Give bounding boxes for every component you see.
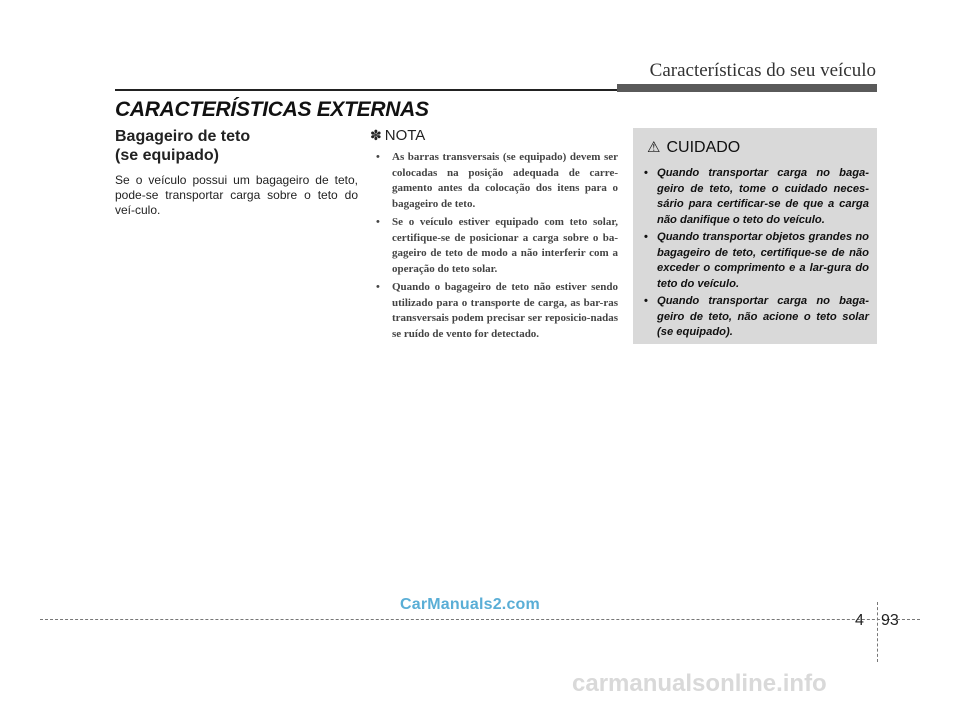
warning-triangle-icon: ⚠ — [647, 139, 661, 156]
left-heading — [115, 127, 358, 165]
nota-heading — [370, 127, 618, 144]
nota-column — [370, 127, 618, 345]
bullet-icon: • — [644, 167, 648, 179]
nota-item-text: As barras transversais (se equipado) devem ser colocadas na posição adequada de carre-gamento antes da colocação dos itens para o bagageiro de teto. — [392, 151, 618, 210]
bullet-icon: • — [644, 295, 648, 307]
section-title: CARACTERÍSTICAS EXTERNAS — [115, 98, 429, 121]
nota-item — [370, 280, 618, 342]
watermark-link[interactable]: CarManuals2.com — [400, 596, 540, 613]
caution-title: CUIDADO — [666, 139, 741, 156]
nota-item-text: Quando o bagageiro de teto não estiver sendo utilizado para o transporte de carga, as bar-ras transversais podem precisar ser reposicio-nadas se ruído de vento for detectado. — [392, 281, 618, 340]
caution-item-text: Quando transportar carga no baga-geiro de teto, tome o cuidado neces-sário para certificar-se de que a carga não danifique o teto do veículo. — [657, 167, 869, 226]
chapter-number: 4 — [855, 612, 864, 629]
footer-rule — [40, 619, 920, 620]
footer-divider — [877, 602, 878, 662]
bullet-icon: • — [376, 216, 380, 228]
bullet-icon: • — [644, 231, 648, 243]
caution-box — [633, 128, 877, 344]
bullet-icon: • — [376, 281, 380, 293]
nota-item-text: Se o veículo estiver equipado com teto solar, certifique-se de posicionar a carga sobre o ba-gageiro de teto de modo a não interferir com a operação do teto solar. — [392, 216, 618, 275]
left-column — [115, 127, 358, 230]
caution-list — [643, 166, 869, 343]
page-number: 93 — [881, 612, 899, 629]
caution-heading — [647, 138, 740, 157]
header-bar — [617, 84, 877, 92]
nota-item — [370, 150, 618, 212]
asterisk-icon: ✽ — [370, 127, 382, 143]
left-heading-line1: Bagageiro de teto — [115, 128, 251, 145]
nota-title: NOTA — [384, 127, 426, 144]
left-body-text: Se o veículo possui um bagageiro de teto, pode-se transportar carga sobre o teto do veí-culo. — [115, 173, 358, 217]
caution-item — [643, 230, 869, 292]
nota-list — [370, 150, 618, 342]
watermark-text: carmanualsonline.info — [572, 670, 827, 697]
caution-item — [643, 294, 869, 341]
nota-item — [370, 215, 618, 277]
caution-item-text: Quando transportar carga no baga-geiro de teto, não acione o teto solar (se equipado). — [657, 295, 869, 338]
header-rule — [115, 89, 620, 91]
caution-item — [643, 166, 869, 228]
header-title: Características do seu veículo — [649, 60, 876, 81]
bullet-icon: • — [376, 151, 380, 163]
left-heading-line2: (se equipado) — [115, 147, 220, 164]
caution-item-text: Quando transportar objetos grandes no bagageiro de teto, certifique-se de não exceder o comprimento e a lar-gura do teto do veículo. — [657, 231, 869, 290]
